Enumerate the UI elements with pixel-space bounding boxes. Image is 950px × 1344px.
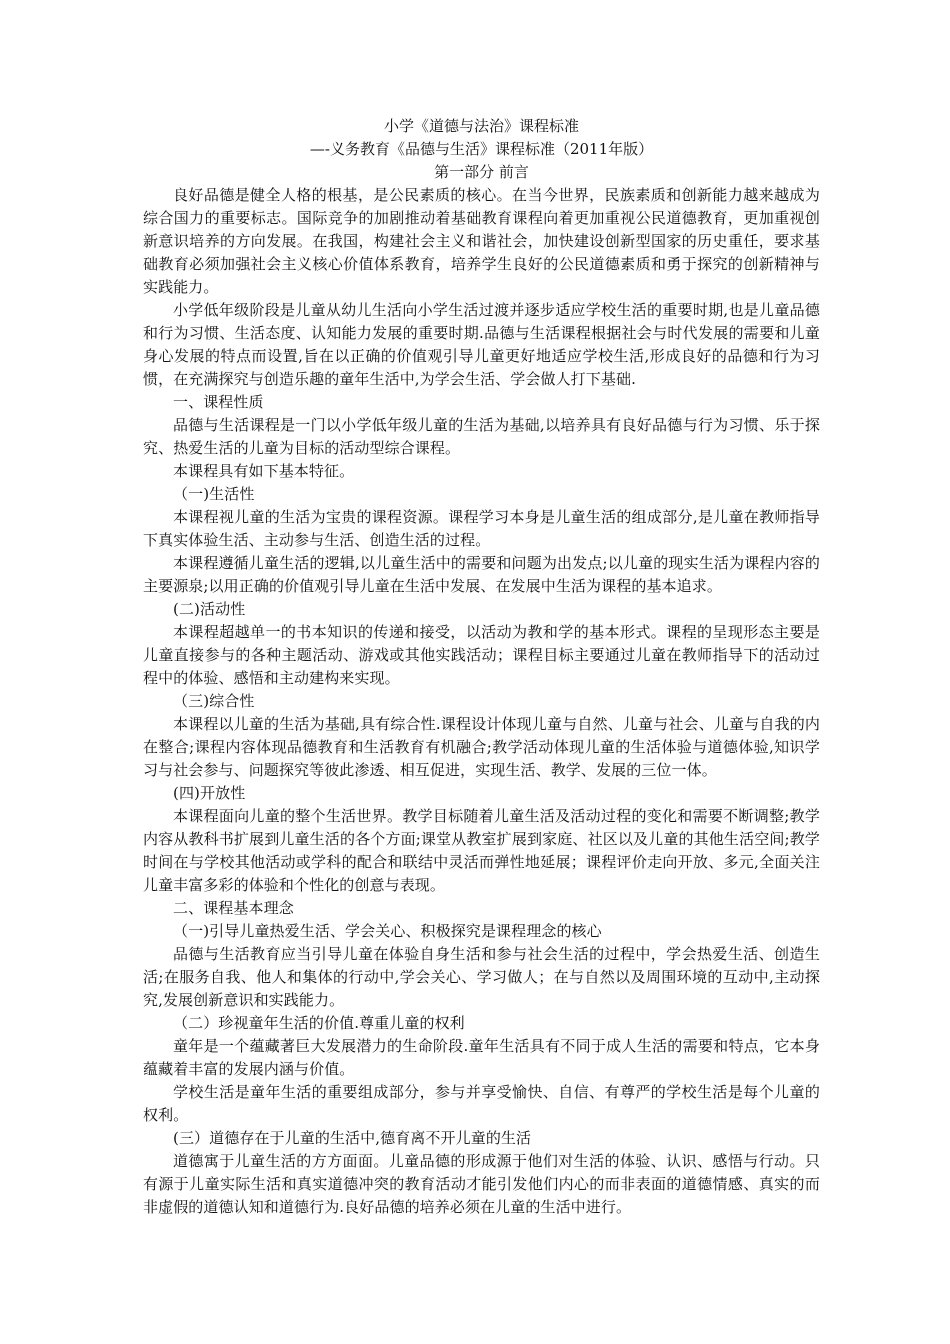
paragraph: 良好品德是健全人格的根基，是公民素质的核心。在当今世界，民族素质和创新能力越来越成为综合国力的重要标志。国际竞争的加剧推动着基础教育课程向着更加重视公民道德教育，更加重视创新意识培养的方向发展。在我国，构建社会主义和谐社会，加快建设创新型国家的历史重任，要求基础教育必须加强社会主义核心价值体系教育，培养学生良好的公民道德素质和勇于探究的创新精神与实践能力。 [143, 186, 820, 296]
paragraph: 小学低年级阶段是儿童从幼儿生活向小学生活过渡并逐步适应学校生活的重要时期,也是儿童品德和行为习惯、生活态度、认知能力发展的重要时期.品德与生活课程根据社会与时代发展的需要和儿童身心发展的特点而设置,旨在以正确的价值观引导儿童更好地适应学校生活,形成良好的品德和行为习惯，在充满探究与创造乐趣的童年生活中,为学会生活、学会做人打下基础. [143, 301, 820, 388]
section-heading: (三）道德存在于儿童的生活中,德育离不开儿童的生活 [173, 1129, 532, 1147]
paragraph: 品德与生活课程是一门以小学低年级儿童的生活为基础,以培养具有良好品德与行为习惯、乐于探究、热爱生活的儿童为目标的活动型综合课程。 [143, 416, 820, 457]
paragraph: 本课程面向儿童的整个生活世界。教学目标随着儿童生活及活动过程的变化和需要不断调整;教学内容从教科书扩展到儿童生活的各个方面;课堂从教室扩展到家庭、社区以及儿童的其他生活空间;教学时间在与学校其他活动或学科的配合和联结中灵活而弹性地延展；课程评价走向开放、多元,全面关注儿童丰富多彩的体验和个性化的创意与表现。 [143, 807, 820, 894]
section-heading: （一)生活性 [173, 485, 255, 503]
paragraph: 本课程具有如下基本特征。 [173, 462, 355, 480]
document-body [143, 184, 820, 1219]
document-title: 小学《道德与法治》课程标准 [383, 117, 579, 135]
section-heading: （二）珍视童年生活的价值.尊重儿童的权利 [173, 1014, 465, 1032]
section-heading: （三)综合性 [173, 692, 255, 710]
paragraph: 本课程视儿童的生活为宝贵的课程资源。课程学习本身是儿童生活的组成部分,是儿童在教师指导下真实体验生活、主动参与生活、创造生活的过程。 [143, 508, 820, 549]
section-heading: (四)开放性 [173, 784, 246, 802]
document-subtitle: —-义务教育《品德与生活》课程标准（2011年版） [309, 140, 654, 158]
paragraph: 童年是一个蕴藏著巨大发展潜力的生命阶段.童年生活具有不同于成人生活的需要和特点，它本身蕴藏着丰富的发展内涵与价值。 [143, 1037, 820, 1078]
paragraph: 学校生活是童年生活的重要组成部分，参与并享受愉快、自信、有尊严的学校生活是每个儿童的权利。 [143, 1083, 820, 1124]
section-heading: 二、课程基本理念 [173, 899, 294, 917]
paragraph: 道德寓于儿童生活的方方面面。儿童品德的形成源于他们对生活的体验、认识、感悟与行动。只有源于儿童实际生活和真实道德冲突的教育活动才能引发他们内心的而非表面的道德情感、真实的而非虚假的道德认知和道德行为.良好品德的培养必须在儿童的生活中进行。 [143, 1152, 820, 1216]
part-heading: 第一部分 前言 [434, 163, 529, 181]
paragraph: 本课程遵循儿童生活的逻辑,以儿童生活中的需要和问题为出发点;以儿童的现实生活为课程内容的主要源泉;以用正确的价值观引导儿童在生活中发展、在发展中生活为课程的基本追求。 [143, 554, 820, 595]
paragraph: 品德与生活教育应当引导儿童在体验自身生活和参与社会生活的过程中，学会热爱生活、创造生活;在服务自我、他人和集体的行动中,学会关心、学习做人；在与自然以及周围环境的互动中,主动探究,发展创新意识和实践能力。 [143, 945, 820, 1009]
section-heading: （一)引导儿童热爱生活、学会关心、积极探究是课程理念的核心 [173, 922, 602, 940]
paragraph: 本课程以儿童的生活为基础,具有综合性.课程设计体现儿童与自然、儿童与社会、儿童与自我的内在整合;课程内容体现品德教育和生活教育有机融合;教学活动体现儿童的生活体验与道德体验,知识学习与社会参与、问题探究等彼此渗透、相互促进，实现生活、教学、发展的三位一体。 [143, 715, 820, 779]
section-heading: (二)活动性 [173, 600, 246, 618]
paragraph: 本课程超越单一的书本知识的传递和接受，以活动为教和学的基本形式。课程的呈现形态主要是儿童直接参与的各种主题活动、游戏或其他实践活动；课程目标主要通过儿童在教师指导下的活动过程中的体验、感悟和主动建构来实现。 [143, 623, 820, 687]
section-heading: 一、课程性质 [173, 393, 264, 411]
